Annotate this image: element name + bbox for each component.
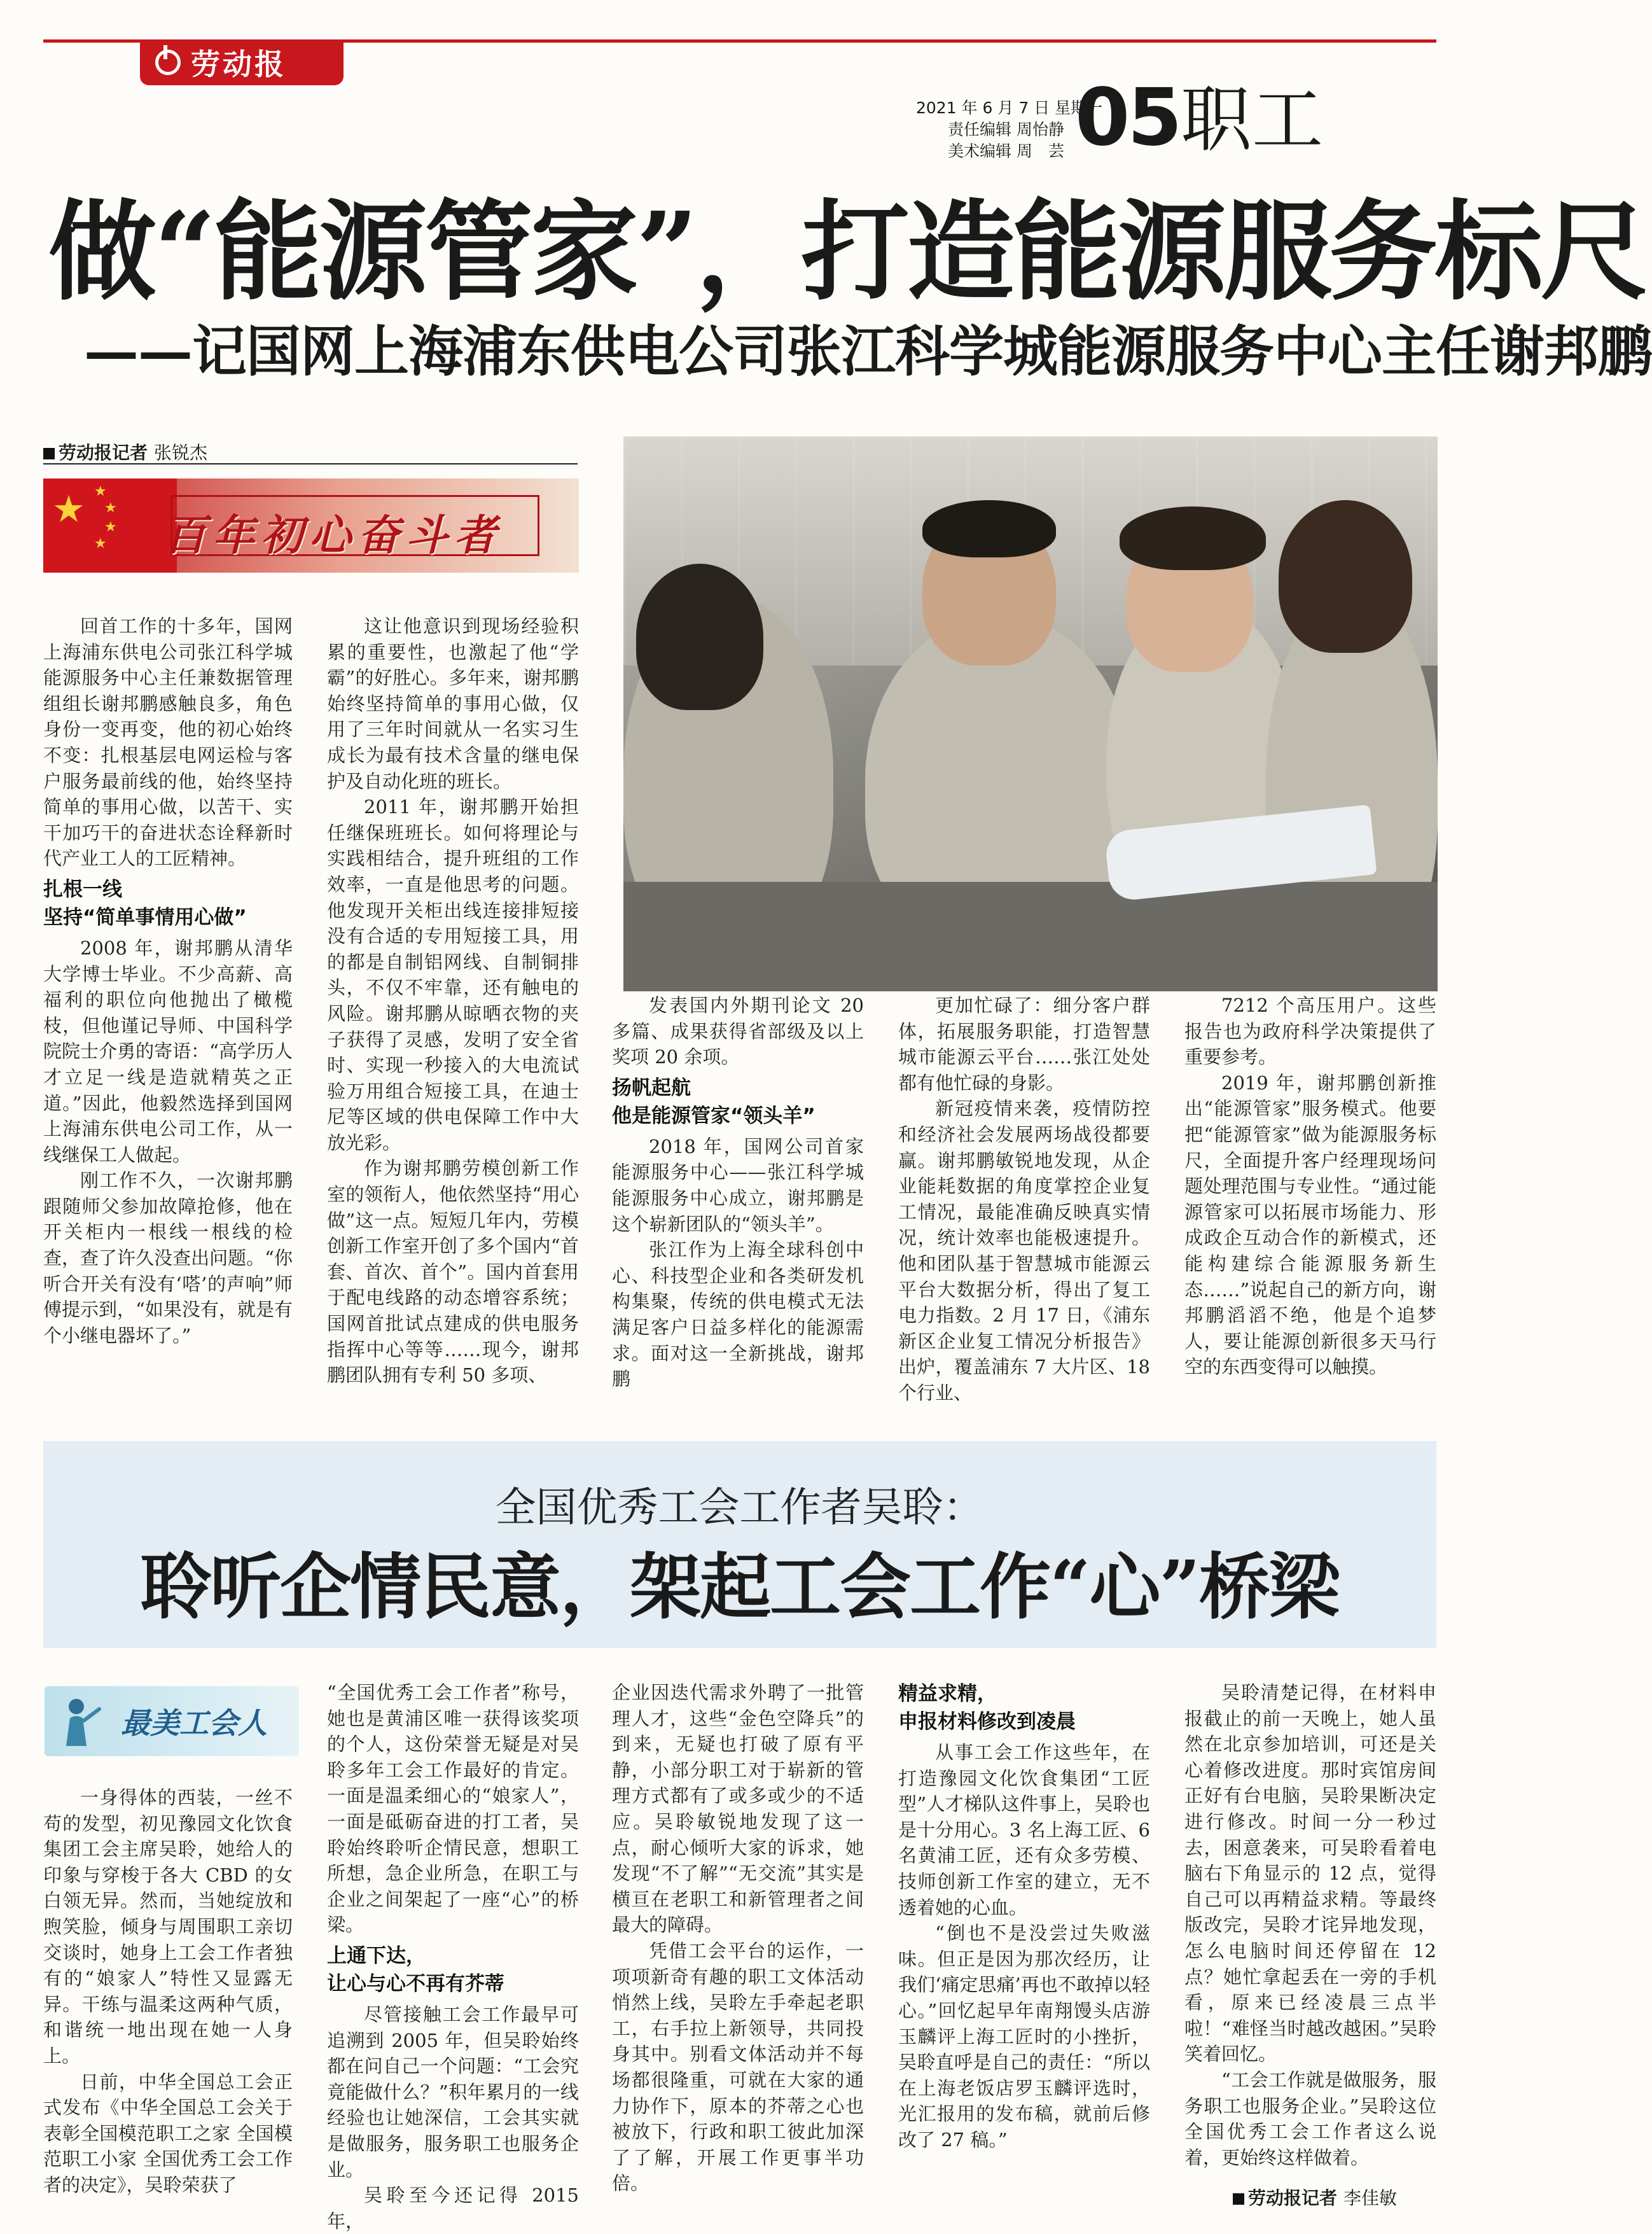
article1-headline: 做“能源管家”，打造能源服务标尺 [48,188,1646,316]
article1-byline [43,439,207,464]
paragraph: 7212 个高压用户。这些报告也为政府科学决策提供了重要参考。 [1184,995,1436,1068]
paragraph: “全国优秀工会工作者”称号，她也是黄浦区唯一获得该奖项的个人，这份荣誉无疑是对吴聆多年工会工作最好的肯定。一面是温柔细心的“娘家人”，一面是砥砺奋进的打工者，吴聆始终聆听企情民意，想职工所想，急企业所急，在职工与企业之间架起了一座“心”的桥梁。 [327,1682,579,1936]
heading-line-2: 坚持“简单事情用心做” [43,905,247,929]
section-title: 职工 [1181,79,1323,162]
article2-column-4 [898,1680,1150,2153]
page-number: 05 [1075,72,1180,164]
byline-label: 劳动报记者 [59,442,148,463]
heading-line-1: 上通下达， [327,1944,426,1967]
section-heading [898,1680,1150,1736]
byline-rule [43,463,578,464]
paragraph: “倒也不是没尝过失败滋味。但正是因为那次经历，让我们‘痛定思痛’再也不敢掉以轻心。”回忆起早年南翔馒头店游玉麟评上海工匠时的小挫折，吴聆直呼是自己的责任：“所以在上海老饭店罗玉麟评选时，光汇报用的发布稿，就前后修改了 27 稿。” [898,1922,1150,2151]
paragraph: 新冠疫情来袭，疫情防控和经济社会发展两场战役都要赢。谢邦鹏敏锐地发现，从企业能耗数据的角度掌控企业复工情况，最能准确反映真实情况，统计效率也能极速提升。他和团队基于智慧城市能源云平台大数据分析，得出了复工电力指数。2 月 17 日，《浦东新区企业复工情况分析报告》出炉，覆盖浦东 7 大片区、18 个行业、 [898,1098,1150,1404]
byline-label: 劳动报记者 [1248,2188,1338,2209]
byline-name: 李佳敏 [1343,2188,1398,2209]
logo-text: 劳动报 [191,47,286,81]
byline-square-icon [43,448,55,459]
byline-name: 张锐杰 [154,442,208,463]
paragraph: 一身得体的西装，一丝不苟的发型，初见豫园文化饮食集团工会主席吴聆，她给人的印象与穿梭于各大 CBD 的女白领无异。然而，当她绽放和煦笑脸，倾身与周围职工亲切交谈时，她身上工会工作者独有的“娘家人”特性又显露无异。干练与温柔这两种气质，和谐统一地出现在她一人身上。 [43,1787,293,2067]
article1-column-2 [327,613,579,1388]
masthead-logo [140,39,344,85]
article2-byline [1233,2184,1397,2210]
heading-line-2: 申报材料修改到凌晨 [898,1710,1076,1733]
paragraph: 2008 年，谢邦鹏从清华大学博士毕业。不少高薪、高福利的职位向他抛出了橄榄枝，但他谨记导师、中国科学院院士介勇的寄语：“高学历人才立足一线是造就精英之正道。”因此，他毅然选择到国网上海浦东供电公司工作，从一线继保工人做起。 [43,937,293,1166]
section-heading [43,876,293,932]
heading-line-1: 精益求精， [898,1682,997,1705]
article1-column-1 [43,613,293,1348]
article2-column-3 [612,1680,864,2196]
paragraph: 这让他意识到现场经验积累的重要性，也激起了他“学霸”的好胜心。多年来，谢邦鹏始终坚持简单的事用心做，仅用了三年时间就从一名实习生成长为最有技术含量的继电保护及自动化班的班长。 [327,615,579,792]
heading-line-2: 让心与心不再有芥蒂 [327,1972,504,1995]
paragraph: 2019 年，谢邦鹏创新推出“能源管家”服务模式。他要把“能源管家”做为能源服务标尺，全面提升客户经理现场问题处理范围与专业性。“通过能源管家可以拓展市场能力、形成政企互动合作的新模式，还能构建综合能源服务新生态……”说起自己的新方向，谢邦鹏滔滔不绝，他是个追梦人，要让能源创新很多天马行空的东西变得可以触摸。 [1184,1072,1436,1378]
section-heading [327,1942,579,1998]
column-logo [45,1686,299,1756]
article2-headline: 聆听企情民意，架起工会工作“心”桥梁 [140,1546,1339,1629]
article2-kicker: 全国优秀工会工作者吴聆： [495,1484,984,1532]
paragraph: 作为谢邦鹏劳模创新工作室的领衔人，他依然坚持“用心做”这一点。短短几年内，劳模创新工作室开创了多个国内“首套、首次、首个”。国内首套用于配电线路的动态增容系统；国网首批试点建成的供电服务指挥中心等等……现今，谢邦鹏团队拥有专利 50 多项、 [327,1157,579,1386]
section-heading [612,1074,864,1130]
byline-square-icon [1233,2193,1244,2205]
paragraph: 张江作为上海全球科创中心、科技型企业和各类研发机构集聚，传统的供电模式无法满足客户日益多样化的能源需求。面对这一全新挑战，谢邦鹏 [612,1239,864,1390]
article1-column-3 [612,993,864,1392]
article1-column-4 [898,993,1150,1406]
paragraph: 尽管接触工会工作最早可追溯到 2005 年，但吴聆始终都在问自己一个问题：“工会究竟能做什么？”积年累月的一线经验也让她深信，工会其实就是做服务，服务职工也服务企业。 [327,2003,579,2181]
paragraph: 日前，中华全国总工会正式发布《中华全国总工会关于表彰全国模范职工之家 全国模范职工小家 全国优秀工会工作者的决定》，吴聆荣获了 [43,2070,293,2196]
paragraph: 从事工会工作这些年，在打造豫园文化饮食集团“工匠型”人才梯队这件事上，吴聆也是十分用心。3 名上海工匠、6 名黄浦工匠，还有众多劳模、技师创新工作室的建立，无不透着她的心血。 [898,1742,1150,1918]
banner-title: 百年初心奋斗者 [164,510,503,560]
paragraph: “工会工作就是做服务，服务职工也服务企业。”吴聆这位全国优秀工会工作者这么说着，更始终这样做着。 [1184,2069,1436,2168]
article1-subheadline: ——记国网上海浦东供电公司张江科学城能源服务中心主任谢邦鹏 [84,319,1652,384]
responsible-editor: 责任编辑 周怡静 [948,120,1064,139]
paragraph: 刚工作不久，一次谢邦鹏跟随师父参加故障抢修，他在开关柜内一根线一根线的检查，查了许久没查出问题。“你听合开关有没有‘嗒’的声响”师傅提示到，“如果没有，就是有个小继电器坏了。” [43,1169,293,1346]
paragraph: 吴聆清楚记得，在材料申报截止的前一天晚上，她人虽然在北京参加培训，可还是关心着修改进度。那时宾馆房间正好有台电脑，吴聆果断决定进行修改。时间一分一秒过去，困意袭来，可吴聆看着电脑右下角显示的 12 点，觉得自己可以再精益求精。等最终版改完，吴聆才诧异地发现，怎么电脑时间还停留在 12 点？她忙拿起丢在一旁的手机看，原来已经凌晨三点半啦！“难怪当时越改越困。”吴聆笑着回忆。 [1184,1682,1436,2065]
column-logo-text: 最美工会人 [121,1706,267,1740]
paragraph: 吴聆至今还记得 2015 年， [327,2184,579,2232]
article2-column-2 [327,1680,579,2234]
paragraph: 更加忙碌了：细分客户群体，拓展服务职能，打造智慧城市能源云平台……张江处处都有他忙碌的身影。 [898,995,1150,1094]
paragraph: 企业因迭代需求外聘了一批管理人才，这些“金色空降兵”的到来，无疑也打破了原有平静，小部分职工对于崭新的管理方式都有了或多或少的不适应。吴聆敏锐地发现了这一点，耐心倾听大家的诉求，她发现“不了解”“无交流”其实是横亘在老职工和新管理者之间最大的障碍。 [612,1682,864,1936]
heading-line-1: 扬帆起航 [612,1076,691,1100]
column-banner [43,478,579,573]
person-figure-icon [57,1695,108,1749]
paragraph: 发表国内外期刊论文 20 多篇、成果获得省部级及以上奖项 20 余项。 [612,995,864,1068]
paragraph: 回首工作的十多年，国网上海浦东供电公司张江科学城能源服务中心主任兼数据管理组组长谢邦鹏感触良多，角色身份一变再变，他的初心始终不变：扎根基层电网运检与客户服务最前线的他，始终坚持简单的事用心做，以苦干、实干加巧干的奋进状态诠释新时代产业工人的工匠精神。 [43,615,293,870]
heading-line-1: 扎根一线 [43,877,122,901]
art-editor: 美术编辑 周 芸 [948,142,1064,160]
flag-icon: ★ ★ ★ ★ ★ [43,478,177,573]
article1-column-5 [1184,993,1436,1380]
article2-column-1 [43,1785,293,2198]
article2-column-5 [1184,1680,1436,2170]
news-photo [623,436,1438,991]
logo-icon [155,50,181,75]
paragraph: 2018 年，国网公司首家能源服务中心——张江科学城能源服务中心成立，谢邦鹏是这个崭新团队的“领头羊”。 [612,1135,864,1235]
issue-date: 2021 年 6 月 7 日 星期一 [916,99,1103,117]
heading-line-2: 他是能源管家“领头羊” [612,1104,816,1127]
paragraph: 2011 年，谢邦鹏开始担任继保班班长。如何将理论与实践相结合，提升班组的工作效率，一直是他思考的问题。他发现开关柜出线连接排短接没有合适的专用短接工具，用的都是自制铝网线、自制铜排头，不仅不牢靠，还有触电的风险。谢邦鹏从晾晒衣物的夹子获得了灵感，发明了安全省时、实现一秒接入的大电流试验万用组合短接工具，在迪士尼等区域的供电保障工作中大放光彩。 [327,796,579,1154]
paragraph: 凭借工会平台的运作，一项项新奇有趣的职工文体活动悄然上线，吴聆左手牵起老职工，右手拉上新领导，共同投身其中。别看文体活动并不每场都很隆重，可就在大家的通力协作下，原本的芥蒂之心也被放下，行政和职工彼此加深了了解，开展工作更事半功倍。 [612,1939,864,2195]
